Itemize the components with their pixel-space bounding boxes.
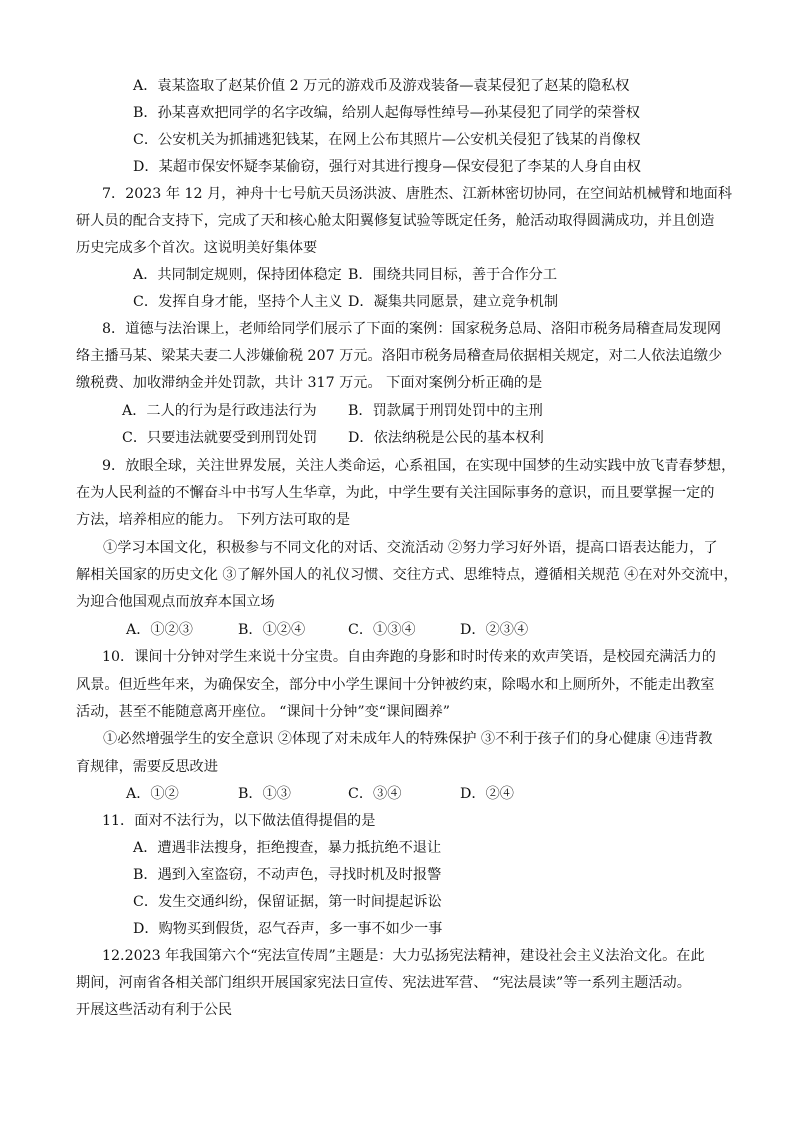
q6-option-d: D．某超市保安怀疑李某偷窃，强行对其进行搜身—保安侵犯了李某的人身自由权 [133, 159, 641, 175]
q11-option-a: A．遭遇非法搜身，拒绝搜查，暴力抵抗绝不退让 [133, 840, 442, 856]
q9-items-line-1: ①学习本国文化，积极参与不同文化的对话、交流活动 ②努力学习好外语，提高口语表达能力，了 [103, 540, 718, 556]
q8-option-b: B．罚款属于刑罚处罚中的主刑 [348, 403, 543, 419]
q8-stem-line-1: 8．道德与法治课上，老师给同学们展示了下面的案例：国家税务总局、洛阳市税务局稽查局发现网 [102, 321, 722, 337]
q9-items-line-2: 解相关国家的历史文化 ③了解外国人的礼仪习惯、交往方式、思维特点，遵循相关规范 ④在对外交流中， [76, 567, 738, 583]
q9-stem-line-3: 方法，培养相应的能力。 下列方法可取的是 [76, 512, 351, 528]
q7-option-b: B．围绕共同目标，善于合作分工 [348, 267, 558, 283]
q11-option-c: C．发生交通纠纷，保留证据，第一时间提起诉讼 [133, 894, 442, 910]
q7-stem-line-1: 7．2023 年 12 月，神舟十七号航天员汤洪波、唐胜杰、江新林密切协同，在空间站机械臂和地面科 [102, 186, 733, 202]
q6-option-b: B．孙某喜欢把同学的名字改编，给别人起侮辱性绰号—孙某侵犯了同学的荣誉权 [133, 105, 640, 121]
q7-option-a: A．共同制定规则，保持团体稳定 [133, 267, 342, 283]
q9-stem-line-2: 在为人民利益的不懈奋斗中书写人生华章，为此，中学生要有关注国际事务的意识，而且要掌握一定的 [76, 485, 715, 501]
q9-option-a: A．①②③ [126, 622, 193, 638]
q11-option-b: B．遇到入室盗窃，不动声色，寻找时机及时报警 [133, 867, 442, 883]
q10-stem-line-3: 活动，甚至不能随意离开座位。 “课间十分钟”变“课间圈养” [76, 704, 451, 720]
q10-option-c: C．③④ [348, 786, 402, 802]
q7-option-c: C．发挥自身才能，坚持个人主义 [133, 294, 343, 310]
q10-items-line-1: ①必然增强学生的安全意识 ②体现了对未成年人的特殊保护 ③不利于孩子们的身心健康 ④违背教 [103, 731, 713, 747]
q11-option-d: D．购物买到假货，忍气吞声，多一事不如少一事 [133, 921, 443, 937]
q12-stem-line-1: 12.2023 年我国第六个“宪法宣传周”主题是：大力弘扬宪法精神，建设社会主义法治文化。在此 [102, 948, 705, 964]
q12-stem-line-2: 期间，河南省各相关部门组织开展国家宪法日宣传、宪法进军营、 “宪法晨读”等一系列主题活动。 [76, 975, 691, 991]
q10-stem-line-1: 10．课间十分钟对学生来说十分宝贵。自由奔跑的身影和时时传来的欢声笑语，是校园充满活力的 [102, 649, 716, 665]
q7-stem-line-3: 历史完成多个首次。这说明美好集体要 [76, 240, 318, 256]
q9-option-b: B．①②④ [238, 622, 306, 638]
q8-stem-line-3: 缴税费、加收滞纳金并处罚款，共计 317 万元。 下面对案例分析正确的是 [76, 375, 543, 391]
q10-stem-line-2: 风景。但近些年来，为确保安全，部分中小学生课间十分钟被约束，除喝水和上厕所外，不能走出教室 [76, 677, 715, 693]
q10-items-line-2: 育规律，需要反思改进 [76, 759, 218, 775]
q9-option-d: D．②③④ [460, 622, 529, 638]
q8-option-a: A．二人的行为是行政违法行为 [122, 403, 317, 419]
q6-option-a: A．袁某盗取了赵某价值 2 万元的游戏币及游戏装备—袁某侵犯了赵某的隐私权 [133, 78, 630, 94]
q8-stem-line-2: 络主播马某、梁某夫妻二人涉嫌偷税 207 万元。洛阳市税务局稽查局依据相关规定，对二人依法追缴少 [76, 348, 723, 364]
q10-option-d: D．②④ [460, 786, 514, 802]
q10-option-a: A．①② [126, 786, 179, 802]
q9-items-line-3: 为迎合他国观点而放弃本国立场 [76, 594, 275, 610]
q9-option-c: C．①③④ [348, 622, 416, 638]
q10-option-b: B．①③ [238, 786, 291, 802]
q12-stem-line-3: 开展这些活动有利于公民 [76, 1002, 233, 1018]
q7-stem-line-2: 研人员的配合支持下，完成了天和核心舱太阳翼修复试验等既定任务，舱活动取得圆满成功，并且创造 [76, 213, 715, 229]
q8-option-d: D．依法纳税是公民的基本权利 [348, 430, 544, 446]
q9-stem-line-1: 9．放眼全球，关注世界发展，关注人类命运，心系祖国，在实现中国梦的生动实践中放飞青春梦想， [102, 458, 736, 474]
q7-option-d: D．凝集共同愿景，建立竞争机制 [348, 294, 559, 310]
q8-option-c: C．只要违法就要受到刑罚处罚 [122, 430, 318, 446]
q6-option-c: C．公安机关为抓捕逃犯钱某，在网上公布其照片—公安机关侵犯了钱某的肖像权 [133, 132, 641, 148]
q11-stem: 11．面对不法行为，以下做法值得提倡的是 [102, 813, 376, 829]
